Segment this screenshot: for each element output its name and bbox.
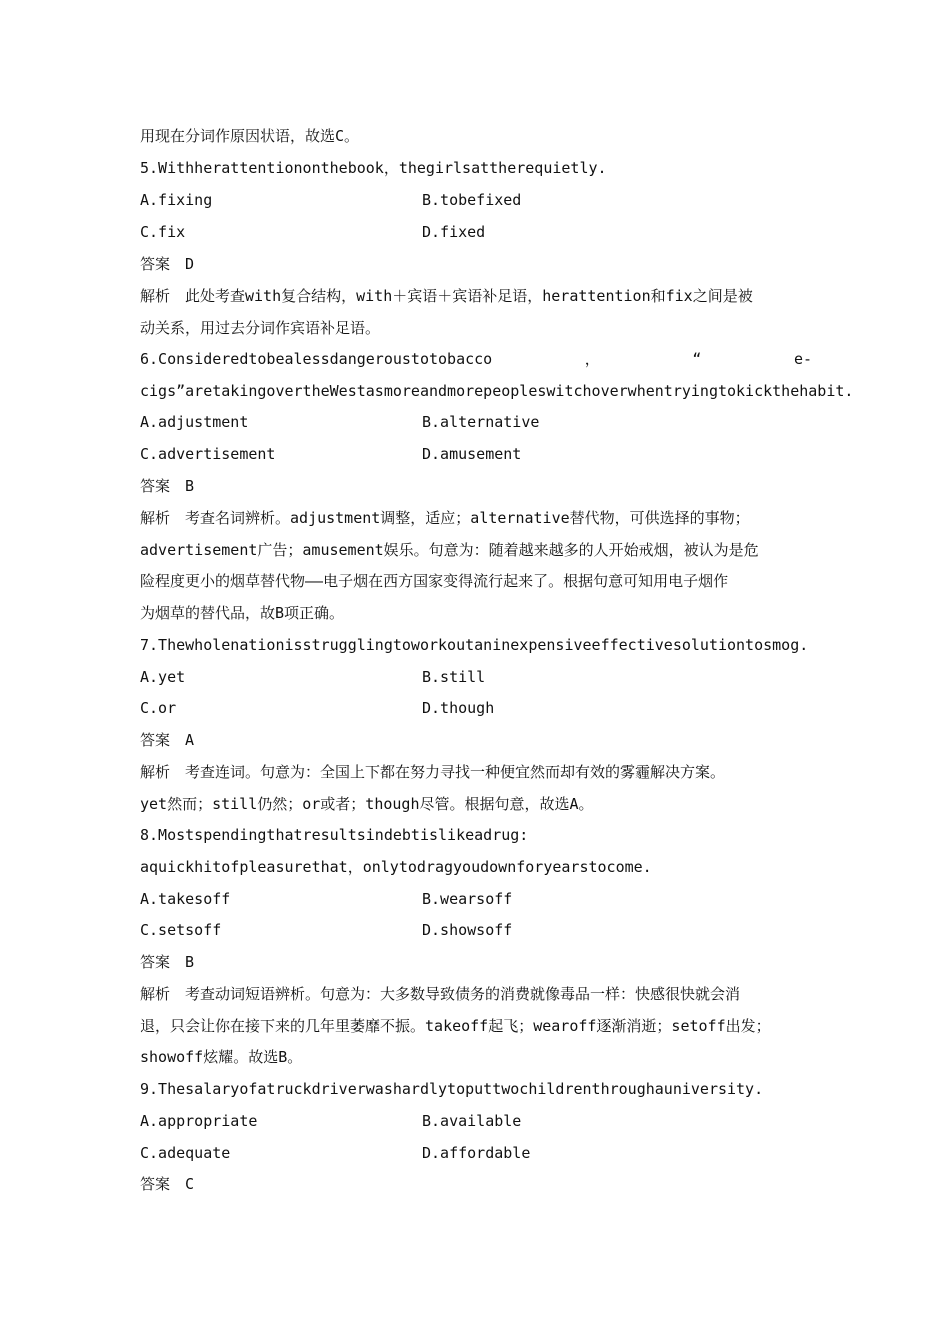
question-9-stem: 9.Thesalaryofatruckdriverwashardlytoputtwochildrenthroughauniversity. xyxy=(140,1080,764,1098)
question-6-part: “ xyxy=(692,350,702,368)
question-5-stem: 5.Withherattentiononthebook，thegirlsattherequietly. xyxy=(140,159,607,177)
option-b: B.tobefixed xyxy=(422,191,522,209)
option-d: D.amusement xyxy=(422,445,522,463)
option-d: D.though xyxy=(422,699,495,717)
text-line: 用现在分词作原因状语，故选C。 xyxy=(140,127,360,145)
option-a: A.fixing xyxy=(140,191,213,209)
explanation-8-line: showoff炫耀。故选B。 xyxy=(140,1048,303,1066)
question-6-part: 6.Consideredtobealessdangeroustotobacco xyxy=(140,350,493,368)
question-6-part: ， xyxy=(584,350,600,368)
option-b: B.still xyxy=(422,668,486,686)
option-a: A.takesoff xyxy=(140,890,231,908)
option-b: B.available xyxy=(422,1112,522,1130)
answer-8: 答案 B xyxy=(140,953,195,971)
answer-9: 答案 C xyxy=(140,1175,195,1193)
question-8-stem-line2: aquickhitofpleasurethat，onlytodragyoudownforyearstocome. xyxy=(140,858,652,876)
explanation-8-line: 解析 考查动词短语辨析。句意为：大多数导致债务的消费就像毒品一样：快感很快就会消 xyxy=(140,985,741,1003)
option-c: C.adequate xyxy=(140,1144,231,1162)
option-c: C.setsoff xyxy=(140,921,222,939)
question-6-stem xyxy=(140,349,812,369)
option-d: D.affordable xyxy=(422,1144,531,1162)
option-d: D.fixed xyxy=(422,223,486,241)
option-d: D.showsoff xyxy=(422,921,513,939)
explanation-6-line: 险程度更小的烟草替代物——电子烟在西方国家变得流行起来了。根据句意可知用电子烟作 xyxy=(140,572,729,590)
option-a: A.yet xyxy=(140,668,186,686)
explanation-5-line: 解析 此处考查with复合结构，with＋宾语＋宾语补足语，herattention和fix之间是被 xyxy=(140,287,753,305)
option-a: A.adjustment xyxy=(140,413,249,431)
option-c: C.or xyxy=(140,699,177,717)
explanation-7-line: yet然而；still仍然；or或者；though尽管。根据句意，故选A。 xyxy=(140,795,594,813)
option-c: C.advertisement xyxy=(140,445,276,463)
explanation-6-line: 解析 考查名词辨析。adjustment调整，适应；alternative替代物，可供选择的事物； xyxy=(140,509,750,527)
question-7-stem: 7.Thewholenationisstrugglingtoworkoutaninexpensiveeffectivesolutiontosmog. xyxy=(140,636,809,654)
explanation-8-line: 退，只会让你在接下来的几年里萎靡不振。takeoff起飞；wearoff逐渐消逝；setoff出发； xyxy=(140,1017,771,1035)
answer-5: 答案 D xyxy=(140,255,195,273)
answer-7: 答案 A xyxy=(140,731,195,749)
option-b: B.wearsoff xyxy=(422,890,513,908)
option-a: A.appropriate xyxy=(140,1112,258,1130)
explanation-5-line: 动关系，用过去分词作宾语补足语。 xyxy=(140,319,381,337)
explanation-6-line: 为烟草的替代品，故B项正确。 xyxy=(140,604,345,622)
question-8-stem: 8.Mostspendingthatresultsindebtislikeadrug: xyxy=(140,826,529,844)
explanation-6-line: advertisement广告；amusement娱乐。句意为：随着越来越多的人开始戒烟，被认为是危 xyxy=(140,541,759,559)
option-b: B.alternative xyxy=(422,413,540,431)
explanation-7-line: 解析 考查连词。句意为：全国上下都在努力寻找一种便宜然而却有效的雾霾解决方案。 xyxy=(140,763,726,781)
question-6-stem-line2: cigs”aretakingovertheWestasmoreandmorepeopleswitchoverwhentryingtokickthehabit. xyxy=(140,382,854,400)
answer-6: 答案 B xyxy=(140,477,195,495)
option-c: C.fix xyxy=(140,223,186,241)
question-6-part: e- xyxy=(793,350,812,368)
